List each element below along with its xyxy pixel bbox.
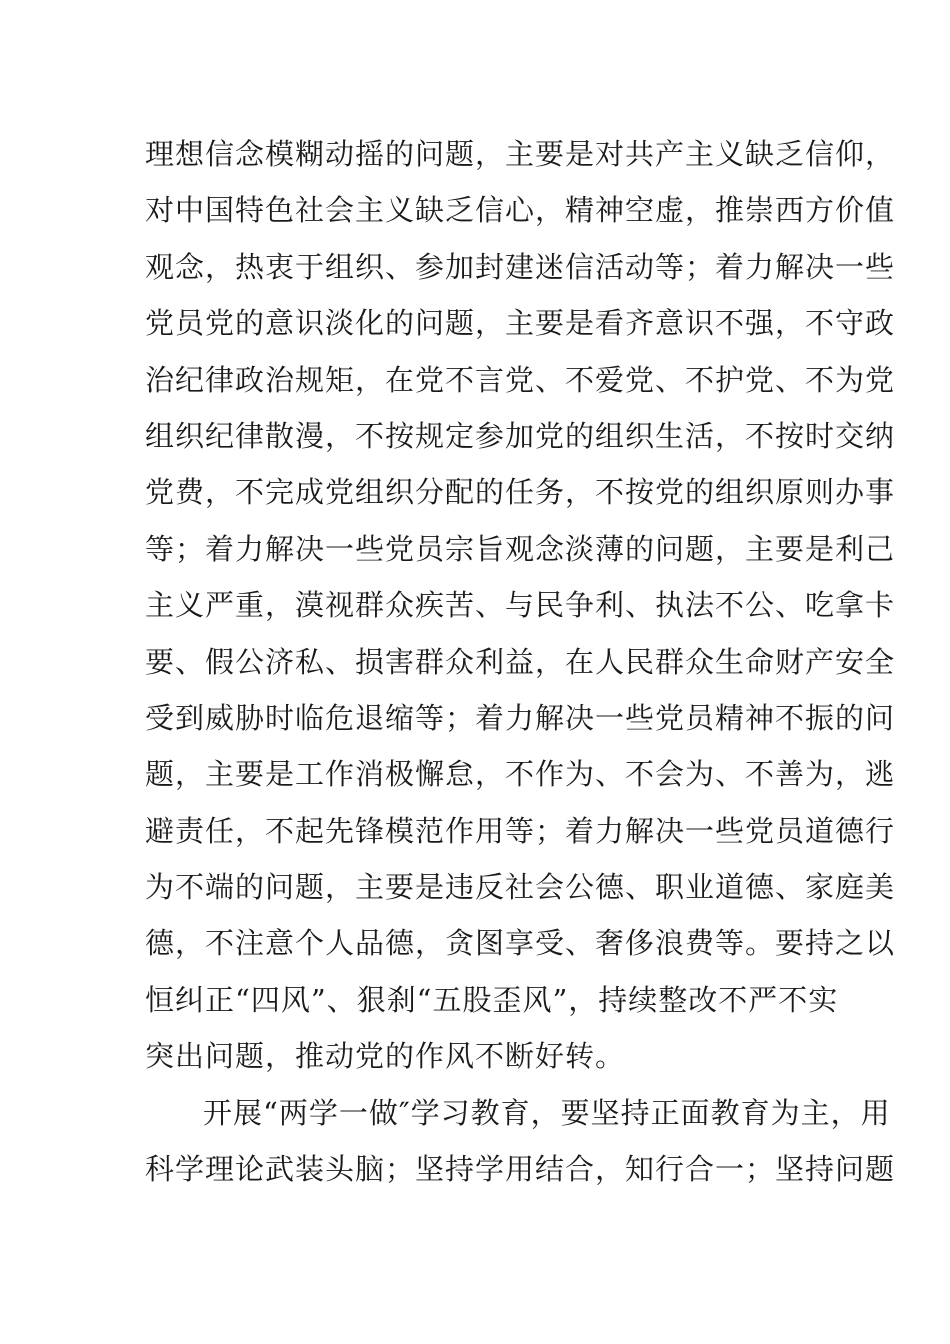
text-line: 突出问题，推动党的作风不断好转。	[145, 1039, 626, 1074]
text-line: 主义严重，漠视群众疾苦、与民争利、执法不公、吃拿卡	[145, 588, 896, 623]
text-line: 等；着力解决一些党员宗旨观念淡薄的问题，主要是利己	[145, 531, 896, 566]
paragraph-start-line: 开展“两学一做″学习教育，要坚持正面教育为主，用	[203, 1095, 891, 1130]
text-line: 要、假公济私、损害群众利益，在人民群众生命财产安全	[145, 644, 896, 679]
text-line: 组织纪律散漫，不按规定参加党的组织生活，不按时交纳	[145, 418, 896, 453]
text-line: 理想信念模糊动摇的问题，主要是对共产主义缺乏信仰，	[145, 137, 896, 171]
text-line: 受到威胁时临危退缩等；着力解决一些党员精神不振的问	[145, 700, 896, 735]
text-line: 避责任，不起先锋模范作用等；着力解决一些党员道德行	[145, 813, 896, 848]
text-line: 题，主要是工作消极懈怠，不作为、不会为、不善为，逃	[145, 757, 896, 792]
text-line: 党费，不完成党组织分配的任务，不按党的组织原则办事	[145, 475, 896, 510]
text-line: 对中国特色社会主义缺乏信心，精神空虚，推崇西方价值	[145, 193, 896, 228]
text-line: 党员党的意识淡化的问题，主要是看齐意识不强，不守政	[145, 306, 896, 341]
text-line: 治纪律政治规矩，在党不言党、不爱党、不护党、不为党	[145, 362, 896, 397]
body-text	[145, 126, 896, 1197]
text-line: 观念，热衷于组织、参加封建迷信活动等；着力解决一些	[145, 249, 896, 284]
text-line: 德，不注意个人品德，贪图享受、奢侈浪费等。要持之以	[145, 926, 896, 961]
text-line: 恒纠正“四风”、狠刹“五股歪风”，持续整改不严不实	[145, 982, 839, 1017]
text-line: 为不端的问题，主要是违反社会公德、职业道德、家庭美	[145, 870, 896, 905]
text-line: 科学理论武装头脑；坚持学用结合，知行合一；坚持问题	[145, 1152, 896, 1187]
